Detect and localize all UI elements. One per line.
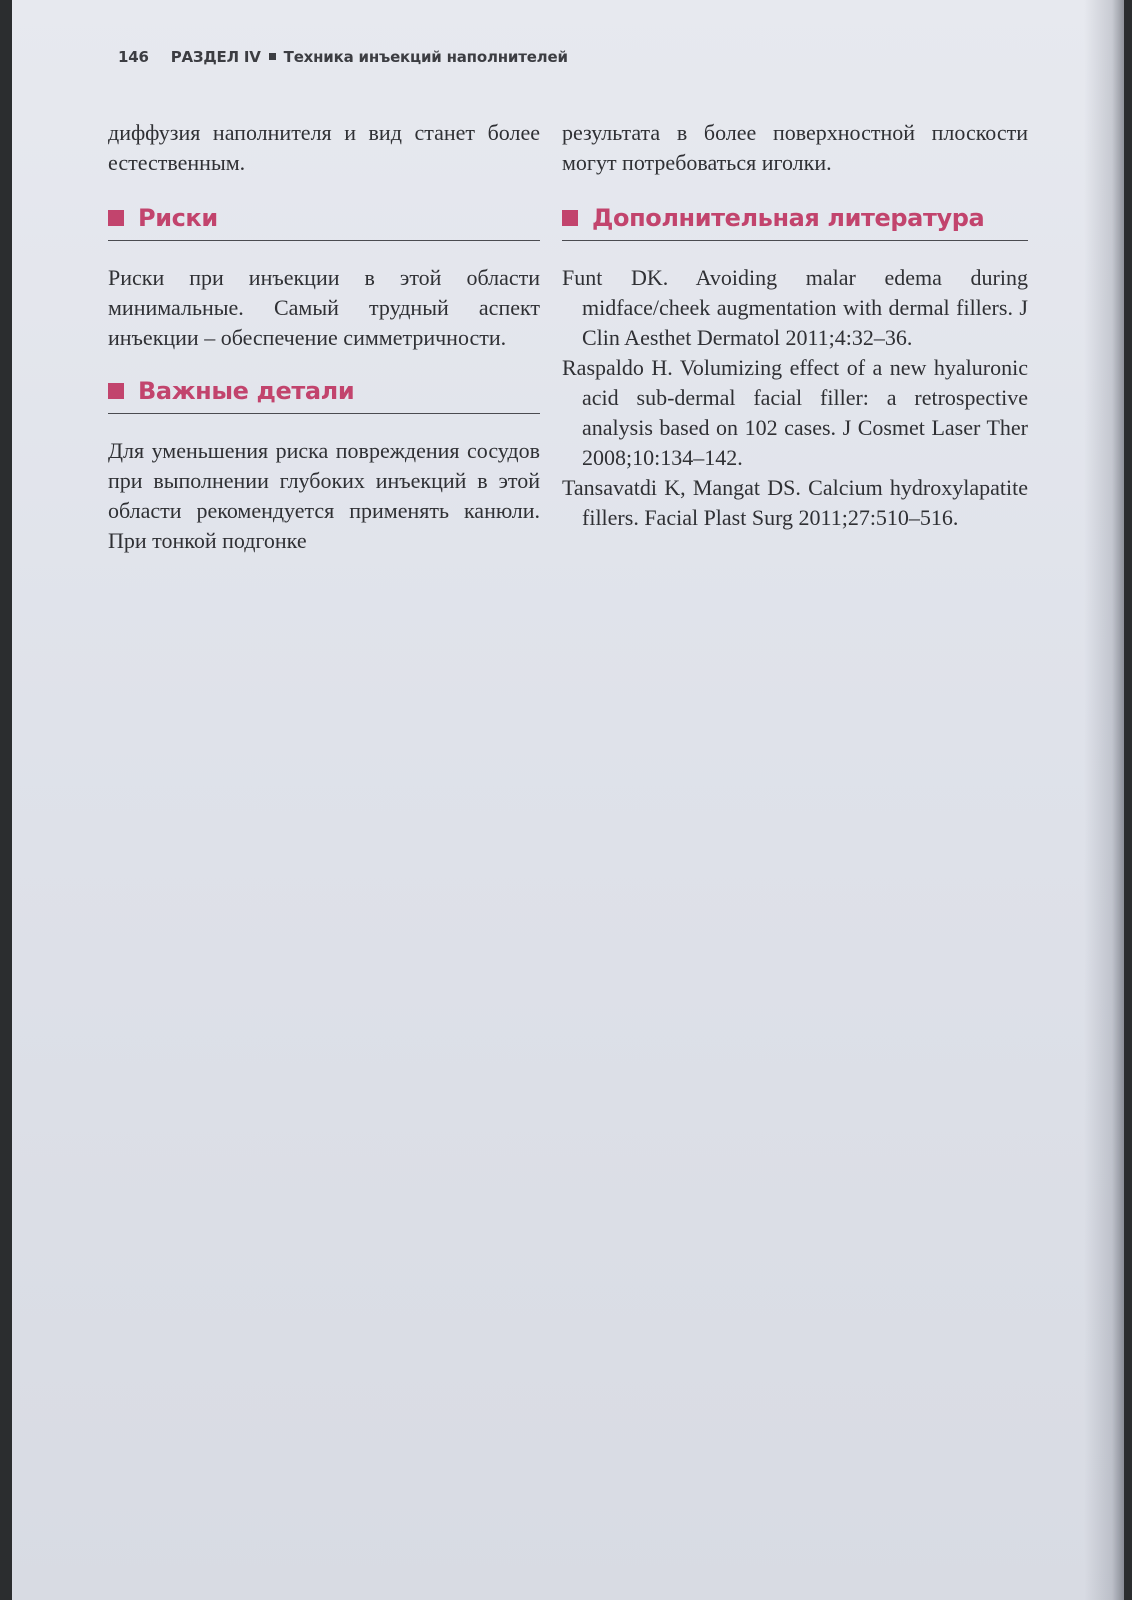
reference-list: [562, 263, 1028, 533]
heading-square-icon: [108, 210, 124, 226]
page-number: 146: [118, 48, 149, 66]
heading-square-icon: [108, 383, 124, 399]
right-column: [562, 118, 1028, 533]
risks-heading: [108, 204, 540, 241]
book-page: [12, 0, 1124, 1600]
risks-heading-text: Риски: [138, 204, 218, 232]
reference-item: Raspaldo H. Volumizing effect of a new hyaluronic acid sub-dermal facial filler: a retrospective analysis based on 102 cases. J Cosmet Laser Ther 2008;10:134–142.: [562, 355, 1028, 470]
reference-item: Funt DK. Avoiding malar edema during midface/cheek augmentation with dermal fillers. J Clin Aesthet Dermatol 2011;4:32–36.: [562, 265, 1028, 350]
intro-paragraph: диффузия наполнителя и вид станет более естественным.: [108, 120, 540, 175]
risks-paragraph: Риски при инъекции в этой области минимальные. Самый трудный аспект инъекции – обеспечение симметричности.: [108, 265, 540, 350]
details-paragraph: Для уменьшения риска повреждения сосудов при выполнении глубоких инъекций в этой области рекомендуется применять канюли. При тонкой подгонке: [108, 438, 540, 553]
heading-square-icon: [562, 210, 578, 226]
continuation-paragraph: результата в более поверхностной плоскости могут потребоваться иголки.: [562, 120, 1028, 175]
section-label: РАЗДЕЛ IV: [170, 48, 261, 66]
details-heading-text: Важные детали: [138, 377, 355, 405]
literature-heading: [562, 204, 1028, 241]
running-head: [118, 48, 568, 66]
separator-square-icon: [269, 53, 276, 60]
chapter-title: Техника инъекций наполнителей: [283, 48, 568, 66]
left-column: [108, 118, 540, 556]
literature-heading-text: Дополнительная литература: [592, 204, 985, 232]
reference-item: Tansavatdi K, Mangat DS. Calcium hydroxylapatite fillers. Facial Plast Surg 2011;27:510–516.: [562, 475, 1028, 530]
details-heading: [108, 377, 540, 414]
